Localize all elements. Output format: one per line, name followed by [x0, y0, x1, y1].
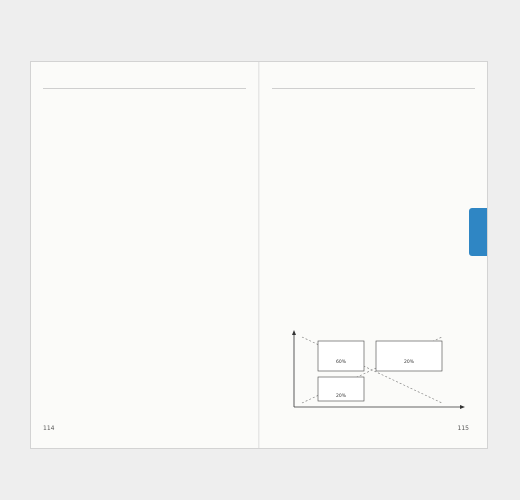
chapter-tab — [469, 208, 487, 256]
book-spread — [31, 62, 487, 448]
x-axis-arrow — [460, 405, 465, 409]
right-page — [260, 62, 487, 448]
y-axis-arrow — [292, 330, 296, 335]
left-page-number: 114 — [43, 425, 55, 432]
right-page-number: 115 — [457, 425, 469, 432]
left-page — [31, 62, 258, 448]
zone-percent: 20% — [335, 394, 347, 399]
diagram-svg — [272, 327, 470, 423]
zone-box — [318, 341, 364, 371]
right-header-rule — [272, 88, 475, 89]
left-header-rule — [43, 88, 246, 89]
zone-box — [376, 341, 442, 371]
zone-percent: 20% — [403, 360, 415, 365]
zone-percent: 60% — [335, 360, 347, 365]
positioning-diagram — [272, 327, 470, 423]
